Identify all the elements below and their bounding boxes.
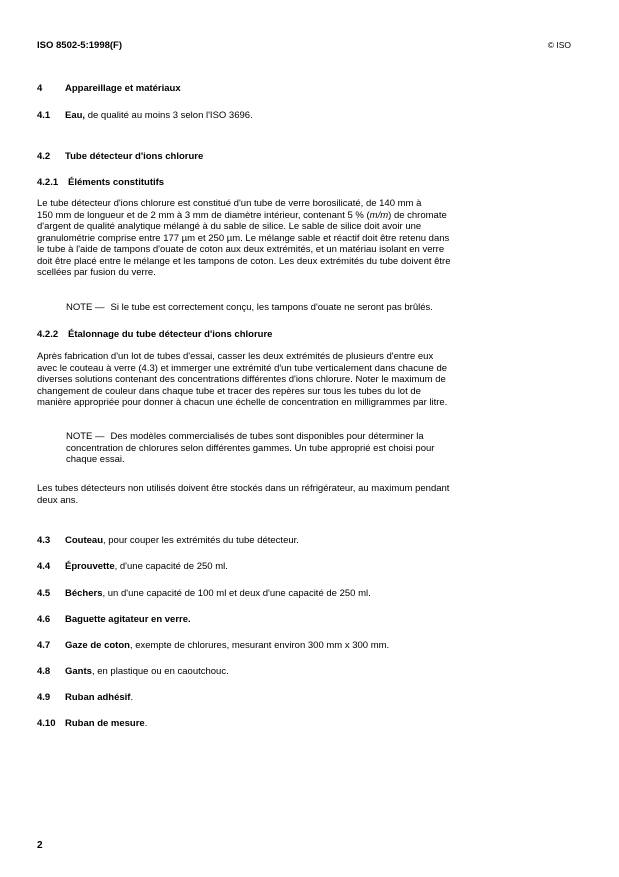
- section-title: Tube détecteur d'ions chlorure: [65, 151, 204, 162]
- item-text: , d'une capacité de 250 ml.: [114, 561, 228, 572]
- section-number: 4.1: [37, 110, 51, 121]
- section-4-heading: [37, 83, 547, 95]
- item-text: , en plastique ou en caoutchouc.: [91, 666, 229, 677]
- paragraph-line: d'argent de qualité analytique mélangé à du sable de silice. Le sable de silice doit avoir une: [37, 221, 422, 232]
- item-number: 4.9: [37, 692, 51, 703]
- item-term: Ruban adhésif: [65, 692, 131, 703]
- item-number: 4.4: [37, 561, 51, 572]
- item-text: , pour couper les extrémités du tube détecteur.: [103, 535, 299, 546]
- note-2: [66, 431, 536, 466]
- item-number: 4.7: [37, 640, 51, 651]
- document-id: ISO 8502-5:1998(F): [37, 40, 123, 51]
- note-text: Des modèles commercialisés de tubes sont disponibles pour déterminer la: [110, 431, 424, 442]
- item-4-8: [37, 666, 547, 678]
- paragraph-line: deux ans.: [37, 494, 79, 506]
- italic-unit: m/m: [369, 209, 389, 221]
- item-number: 4.5: [37, 588, 51, 599]
- paragraph-line: scellées par fusion du verre.: [37, 267, 156, 278]
- section-title: Éléments constitutifs: [68, 177, 165, 188]
- paragraph-line: Les tubes détecteurs non utilisés doivent être stockés dans un réfrigérateur, au maximum pendant: [37, 483, 450, 494]
- copyright: © ISO: [547, 40, 571, 50]
- item-4-7: [37, 640, 547, 652]
- section-number: 4.2: [37, 151, 51, 162]
- paragraph-4-2-1: [37, 198, 547, 279]
- page-number: 2: [37, 840, 43, 851]
- item-term: Gants: [65, 666, 92, 677]
- line-text: 150 mm de longueur et de 2 mm à 3 mm de diamètre intérieur, contenant 5 % (: [37, 209, 370, 221]
- item-4-6: [37, 614, 547, 626]
- item-text: .: [144, 718, 148, 729]
- note-1: [66, 302, 536, 314]
- section-number: 4.2.2: [37, 329, 59, 340]
- note-text: Si le tube est correctement conçu, les tampons d'ouate ne seront pas brûlés.: [110, 302, 433, 313]
- item-term: Couteau: [65, 535, 103, 546]
- section-4-2-heading: [37, 151, 547, 163]
- paragraph-line: le tube à l'aide de tampons d'ouate de coton aux deux extrémités, et un matériau isolant en verre: [37, 244, 445, 255]
- item-term: Baguette agitateur en verre.: [65, 614, 191, 625]
- item-term: Ruban de mesure: [65, 718, 145, 729]
- section-number: 4.2.1: [37, 177, 59, 188]
- section-4-2-1-heading: [37, 177, 547, 189]
- item-number: 4.8: [37, 666, 51, 677]
- term: Eau,: [65, 110, 86, 121]
- paragraph-4-2-2: [37, 351, 547, 409]
- paragraph-line: doit être placé entre le mélange et les tampons de coton. Les deux extrémités du tube doivent être: [37, 255, 451, 267]
- item-4-10: [37, 718, 547, 730]
- paragraph-line: [37, 210, 547, 222]
- section-4-2-2-heading: [37, 329, 547, 341]
- item-number: 4.10: [37, 718, 56, 729]
- paragraph-line: Après fabrication d'un lot de tubes d'essai, casser les deux extrémités de plusieurs d'entre eux: [37, 351, 434, 362]
- note-line: chaque essai.: [66, 454, 125, 465]
- section-number: 4: [37, 83, 43, 94]
- note-label: NOTE —: [66, 302, 105, 313]
- item-4-9: [37, 692, 547, 704]
- item-4-5: [37, 588, 547, 600]
- item-number: 4.6: [37, 614, 51, 625]
- item-4-3: [37, 535, 547, 547]
- item-text: , exempte de chlorures, mesurant environ 300 mm x 300 mm.: [129, 640, 390, 651]
- line-text: ) de chromate: [388, 209, 447, 221]
- paragraph-storage: [37, 483, 547, 506]
- note-line: concentration de chlorures selon différentes gammes. Un tube approprié est choisi pour: [66, 442, 435, 454]
- note-line: [66, 431, 536, 443]
- paragraph-line: Le tube détecteur d'ions chlorure est constitué d'un tube de verre borosilicaté, de 140 mm à: [37, 198, 422, 209]
- item-term: Béchers: [65, 588, 103, 599]
- paragraph-line: manière appropriée pour donner à chacun une échelle de concentration en milligrammes par litre.: [37, 397, 448, 408]
- note-label: NOTE —: [66, 431, 105, 442]
- section-title: Étalonnage du tube détecteur d'ions chlorure: [68, 329, 273, 340]
- item-term: Gaze de coton: [65, 640, 130, 651]
- item-number: 4.3: [37, 535, 51, 546]
- paragraph-line: diverses solutions contenant des concentrations différentes d'ions chlorure. Noter le maximum de: [37, 374, 446, 385]
- item-text: , un d'une capacité de 100 ml et deux d'une capacité de 250 ml.: [102, 588, 371, 599]
- term-text: de qualité au moins 3 selon l'ISO 3696.: [85, 110, 253, 121]
- paragraph-line: granulométrie comprise entre 177 µm et 250 µm. Le mélange sable et réactif doit être retenu dans: [37, 232, 450, 244]
- item-text: .: [130, 692, 134, 703]
- section-4-1: [37, 110, 547, 122]
- section-title: Appareillage et matériaux: [65, 83, 181, 94]
- paragraph-line: avec le couteau à verre (4.3) et immerger une extrémité d'un tube verticalement dans chacune de: [37, 362, 448, 374]
- item-4-4: [37, 561, 547, 573]
- item-term: Éprouvette: [65, 561, 115, 572]
- paragraph-line: changement de couleur dans chaque tube et tracer des repères sur tous les tubes du lot de: [37, 385, 421, 397]
